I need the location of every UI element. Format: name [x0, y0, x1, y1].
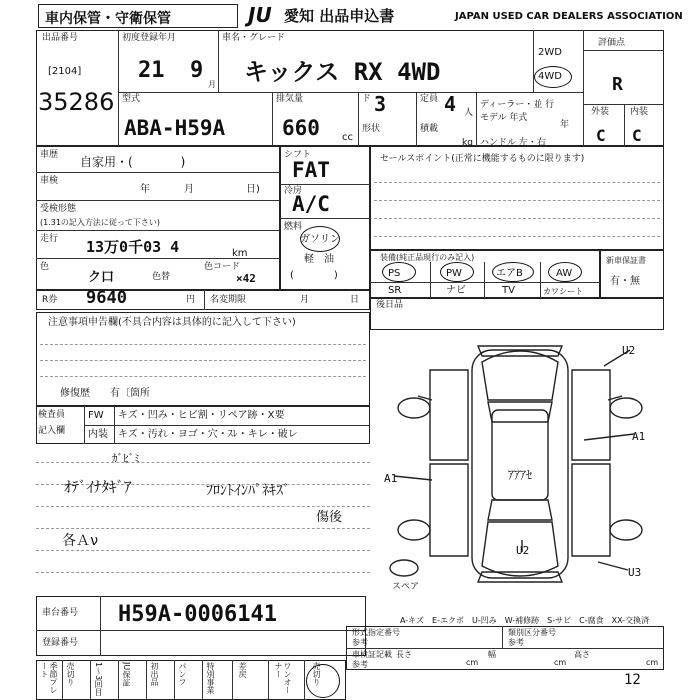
recycle-value: 9640 [86, 288, 127, 308]
dealer-label: ディーラー・並 行 [480, 100, 555, 110]
load-label: 積載 [420, 124, 439, 134]
equip-tv: TV [502, 285, 515, 296]
equip-navi: ナビ [446, 285, 466, 296]
usage-value: 自家用・( ) [80, 155, 186, 169]
car-name-label: 車名・グレード [222, 33, 286, 43]
hand-note-5: 各Ａν [62, 533, 99, 549]
bottom-col-6: 特別事業 [206, 662, 215, 694]
score-ext-value: C [596, 126, 606, 145]
displacement-value: 660 [282, 116, 320, 140]
hand-note-3: ﾌﾛﾝﾄｲﾝﾊﾟﾈｷｽﾞ [206, 483, 290, 499]
capacity-unit: 人 [464, 108, 474, 118]
interior-label: 内装 [88, 429, 108, 440]
manual-value: 有・無 [610, 276, 640, 287]
doors-value: 3 [374, 92, 387, 116]
equip-sr: SR [388, 285, 402, 296]
score-int-value: C [632, 126, 642, 145]
dims-width: 幅 [488, 650, 496, 659]
diagram-note-a1-left: A1 [384, 472, 398, 485]
bottom-col-3: JU保証 [122, 662, 131, 687]
dims-label: 車検証記載 [352, 650, 392, 659]
chassis-value: H59A-0006141 [118, 602, 277, 627]
equip-pw: PW [446, 268, 462, 279]
fw-text: キズ・凹み・ヒビ割・リペア跡・X要 [118, 410, 285, 421]
dims-cm-2: cm [554, 658, 567, 667]
inspector-label-2: 記入欄 [38, 426, 66, 436]
mileage-value: 13万0千03 4 [86, 238, 180, 256]
reg-no-label: 登録番号 [42, 638, 79, 648]
score-label: 評価点 [598, 38, 626, 48]
equip-airbag: エアB [496, 268, 523, 279]
aircon-value: A/C [292, 192, 330, 216]
fuel-circle [300, 226, 340, 252]
color-label: 色 [40, 262, 50, 272]
ju-logo: JU [248, 3, 272, 27]
ps-circle [382, 262, 416, 282]
capacity-label: 定員 [420, 94, 439, 104]
bottom-cols [36, 660, 346, 700]
shift-label: シフト [284, 150, 312, 160]
bottom-col-0: 季節プレート [40, 662, 58, 694]
designation-label: 形式指定番号 [352, 628, 400, 637]
mileage-unit: km [232, 248, 248, 259]
model-year-unit: 年 [560, 120, 570, 130]
sales-point-label: セールスポイント(正常に機能するものに限ります) [380, 154, 585, 164]
score-int-label: 内装 [630, 107, 649, 117]
inspector-label-1: 検査員 [38, 410, 66, 420]
bottom-col-1: 売切り [66, 662, 75, 686]
damage-legend: A-キズ E-エクボ U-凹み W-補修跡 S-サビ C-腐食 XX-交換済 [400, 616, 650, 625]
fuel-diesel: 軽 油 [304, 254, 334, 265]
shift-value: FAT [292, 158, 330, 182]
bottom-number: 12 [624, 672, 641, 688]
notes-label: 注意事項申告欄(不具合内容は具体的に記入して下さい) [48, 317, 296, 328]
load-unit: kg [462, 138, 473, 148]
lot-number: 35286 [38, 88, 115, 116]
storage-box [38, 4, 238, 28]
bottom-col-8: ワンオーナー [274, 662, 292, 694]
later-items-block [370, 298, 664, 330]
mileage-label: 走行 [40, 234, 59, 244]
diagram-note-u3: U3 [628, 566, 642, 579]
equip-leather: カワシート [543, 287, 583, 296]
shaken-month: 月 [184, 184, 194, 195]
color-change-label: 色替 [152, 272, 171, 282]
bottom-col-4: 初出品 [150, 662, 159, 686]
color-value: ク口 [88, 270, 115, 285]
spare-label: スペア [392, 582, 420, 592]
drive-4wd: 4WD [538, 71, 562, 82]
usage-label: 車歴 [40, 150, 59, 160]
aw-circle [548, 262, 582, 282]
diagram-note-a1-right: A1 [632, 430, 646, 443]
capacity-value: 4 [444, 92, 457, 116]
shaken-year: 年 [140, 184, 150, 195]
bottom-col-5: パンフ [178, 662, 187, 686]
diagram-note-u2-bottom: U2 [516, 544, 530, 557]
equip-ps: PS [388, 268, 401, 279]
dims-cm-3: cm [646, 658, 659, 667]
bottom-col-2: 1～3回目 [94, 662, 103, 697]
bottom-col-9: 売切り [312, 662, 321, 686]
fuel-label: 燃料 [284, 222, 303, 232]
category-ref: 参考 [508, 638, 524, 647]
drive-circle [534, 66, 572, 88]
recv-label: 受検形態 [40, 204, 77, 214]
pw-circle [440, 262, 474, 282]
car-name-value: キックス RX 4WD [244, 58, 441, 86]
equip-aw: AW [556, 268, 573, 279]
diagram-note-center: ｱｱｱｾ [508, 468, 533, 482]
dims-height: 高さ [574, 650, 590, 659]
association-title: 愛知 出品申込書 [284, 7, 395, 25]
doors-label: ド [362, 94, 372, 104]
association-english: JAPAN USED CAR DEALERS ASSOCIATION [455, 11, 683, 22]
manual-label: 新車保証書 [606, 256, 646, 265]
diagram-note-u2-top: U2 [622, 344, 636, 357]
hand-note-1: ｶﾞﾋﾞﾐ [112, 452, 140, 465]
displacement-label: 排気量 [276, 94, 304, 104]
dims-cm-1: cm [466, 658, 479, 667]
name-change-month: 月 [300, 295, 310, 305]
fuel-paren: ( ) [290, 270, 338, 281]
model-label: 型式 [122, 94, 141, 104]
score-ext-label: 外装 [591, 107, 610, 117]
category-label: 類別区分番号 [508, 628, 556, 637]
hand-note-2: ｵﾃﾞｲﾅﾀｷﾞｱ [64, 478, 132, 496]
model-year-label: モデル 年式 [480, 113, 528, 123]
lot-code: [2104] [48, 66, 82, 77]
shaken-label: 車検 [40, 176, 59, 186]
later-items-label: 後日品 [376, 300, 404, 310]
chassis-label: 車台番号 [42, 608, 79, 618]
shape-label: 形状 [362, 124, 381, 134]
hand-note-4: 傷後 [316, 510, 343, 525]
model-value: ABA-H59A [124, 116, 226, 140]
dims-ref: 参考 [352, 660, 368, 669]
fw-label: FW [88, 410, 104, 421]
designation-ref: 参考 [352, 638, 368, 647]
name-change-label: 名変期限 [210, 295, 247, 305]
displacement-unit: cc [342, 132, 353, 143]
storage-label: 車内保管・守衛保管 [45, 11, 171, 27]
recv-sub: (1.31の記入方法に従って下さい) [40, 218, 161, 227]
handle-label: ハンドル 左・右 [480, 138, 546, 148]
first-reg-year: 21 [138, 58, 165, 83]
aircon-label: 冷房 [284, 186, 303, 196]
color-code-value: ×42 [236, 272, 256, 285]
lot-label: 出品番号 [42, 33, 79, 43]
score-value: R [612, 74, 623, 95]
dims-length: 長さ [396, 650, 412, 659]
color-code-label: 色コード [204, 262, 241, 272]
sold-circle [306, 664, 340, 698]
first-reg-month: 9 [190, 58, 204, 83]
repair-label: 修復歴 有〔箇所 [60, 388, 150, 399]
name-change-day: 日 [350, 295, 360, 305]
fuel-gasoline: ガソリン [300, 234, 340, 245]
drive-2wd: 2WD [538, 47, 562, 58]
first-reg-label: 初度登録年月 [122, 33, 177, 43]
shaken-day: 日) [246, 184, 260, 195]
recycle-label: R券 [42, 295, 58, 305]
bottom-col-7: 差戻 [238, 662, 247, 678]
equipment-label: 装備(純正品現行のみ記入) [380, 253, 475, 262]
airbag-circle [492, 262, 534, 282]
first-reg-month-unit: 月 [208, 80, 216, 89]
recycle-unit: 円 [186, 295, 196, 305]
interior-text: キズ・汚れ・ヨゴ・穴・ｽﾚ・キレ・破レ [118, 429, 298, 440]
